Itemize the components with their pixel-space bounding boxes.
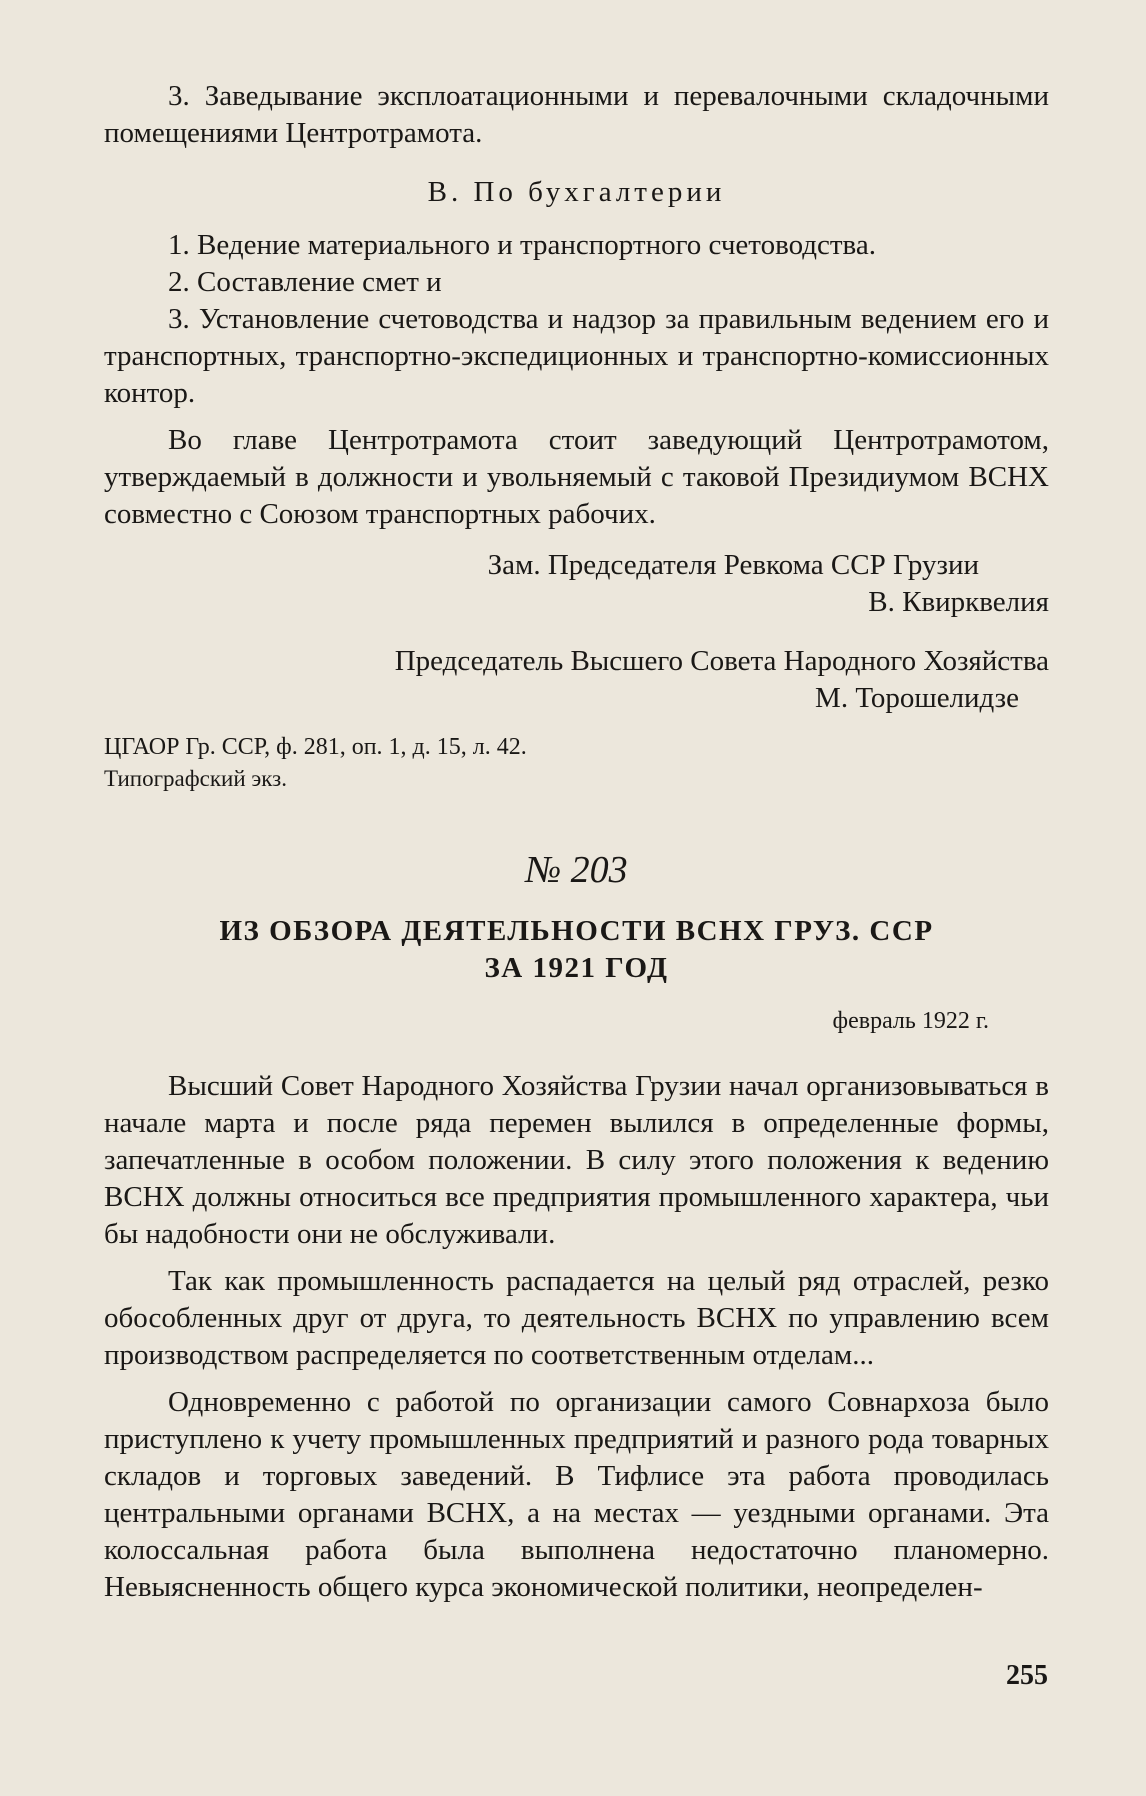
- document-date: февраль 1922 г.: [832, 1008, 989, 1034]
- document-number: № 203: [525, 849, 628, 891]
- page-number: 255: [1006, 1660, 1048, 1691]
- paragraph: Высший Совет Народного Хозяйства Грузии начал организовываться в начале марта и после ряда перемен вылился в определенные формы, запечатленные в особом положении. В силу этого положения к ведению ВСНХ должны относиться все предприятия промышленного характера, чьи бы надобности они не обслуживали.: [104, 1070, 1049, 1250]
- list-item: 2. Составление смет и: [168, 266, 442, 298]
- document-title: ИЗ ОБЗОРА ДЕЯТЕЛЬНОСТИ ВСНХ ГРУЗ. ССР: [219, 915, 934, 947]
- paragraph: Так как промышленность распадается на целый ряд отраслей, резко обособленных друг от друга, то деятельность ВСНХ по управлению всем производством распределяется по соответственным отделам...: [104, 1265, 1049, 1371]
- section-heading: В. По бухгалтерии: [427, 176, 726, 208]
- paragraph: Одновременно с работой по организации самого Совнархоза было приступлено к учету промышленных предприятий и разного рода товарных складов и торговых заведений. В Тифлисе эта работа проводилась центральными органами ВСНХ, а на местах — уездными органами. Эта колоссальная работа была выполнена недостаточно планомерно. Невыясненность общего курса экономической политики, неопределен-: [104, 1386, 1049, 1603]
- archive-source: ЦГАОР Гр. ССР, ф. 281, оп. 1, д. 15, л. 42.: [104, 734, 527, 760]
- list-item: 3. Установление счетоводства и надзор за правильным ведением его и транспортных, транспортно-экспедиционных и транспортно-комиссионных контор.: [104, 303, 1049, 409]
- signature-role: Председатель Высшего Совета Народного Хозяйства: [394, 645, 1049, 677]
- signature-role: Зам. Председателя Ревкома ССР Грузии: [487, 549, 979, 581]
- document-title: ЗА 1921 ГОД: [484, 952, 669, 984]
- list-item: 1. Ведение материального и транспортного счетоводства.: [168, 229, 876, 261]
- signature-name: М. Торошелидзе: [815, 682, 1019, 714]
- paragraph: Во главе Центротрамота стоит заведующий Центротрамотом, утверждаемый в должности и увольняемый с таковой Президиумом ВСНХ совместно с Союзом транспортных рабочих.: [104, 424, 1049, 530]
- list-item: 3. Заведывание эксплоатационными и перевалочными складочными помещениями Центротрамота.: [104, 80, 1049, 149]
- signature-name: В. Квирквелия: [868, 586, 1049, 618]
- archive-note: Типографский экз.: [104, 766, 287, 791]
- document-page: [104, 78, 1049, 1606]
